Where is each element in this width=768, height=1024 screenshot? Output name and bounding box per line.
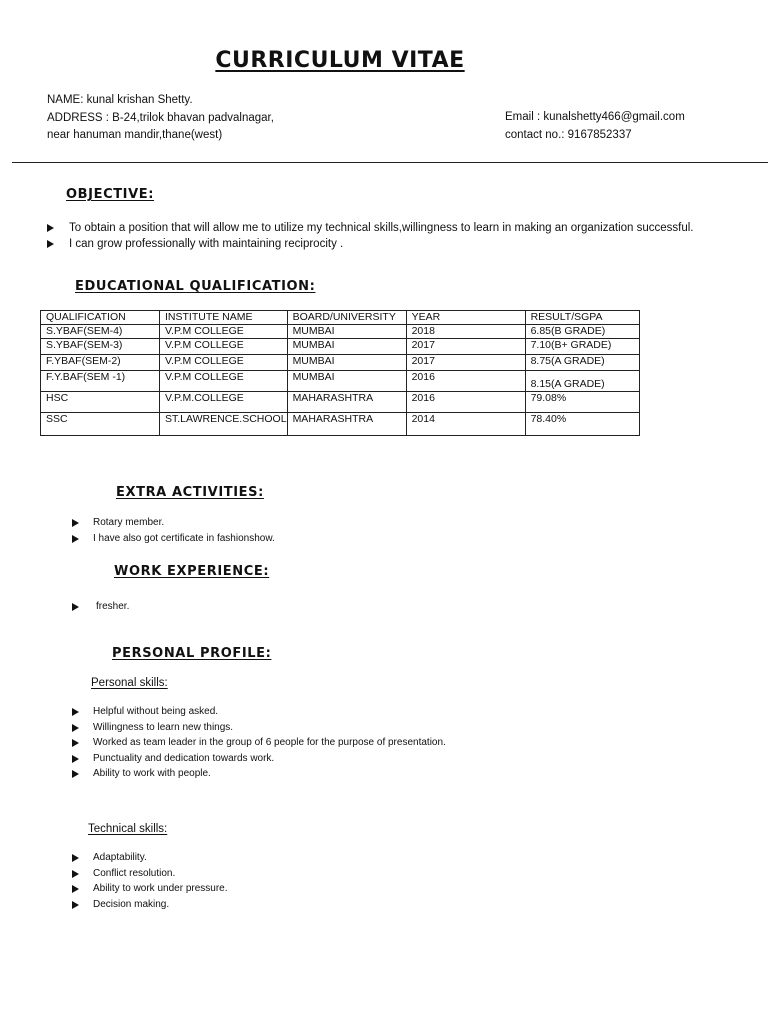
table-header-row — [41, 311, 640, 325]
header-divider — [12, 162, 768, 163]
work-experience-list — [96, 599, 129, 615]
table-cell: V.P.M COLLEGE — [160, 371, 288, 392]
table-cell: 2014 — [406, 413, 525, 436]
list-item-text: Conflict resolution. — [93, 867, 176, 879]
table-cell: MUMBAI — [287, 325, 406, 339]
table-cell: S.YBAF(SEM-4) — [41, 325, 160, 339]
table-header-cell: QUALIFICATION — [41, 311, 160, 325]
work-experience-heading: WORK EXPERIENCE: — [114, 564, 270, 579]
list-item-text: Helpful without being asked. — [93, 706, 219, 717]
table-cell: V.P.M COLLEGE — [160, 355, 288, 371]
list-item-text: Adaptability. — [93, 852, 147, 863]
extra-activities-list — [93, 515, 275, 546]
address-line-2: near hanuman mandir,thane(west) — [47, 129, 223, 141]
education-table — [40, 310, 640, 436]
objective-list — [69, 220, 694, 252]
table-cell: V.P.M COLLEGE — [160, 339, 288, 355]
list-item — [93, 751, 446, 767]
table-row — [41, 325, 640, 339]
technical-skills-list — [93, 850, 228, 912]
list-item-text: Decision making. — [93, 898, 170, 910]
objective-heading: OBJECTIVE: — [66, 187, 155, 202]
contact-right — [505, 109, 685, 144]
table-header-cell: INSTITUTE NAME — [160, 311, 288, 325]
table-row — [41, 392, 640, 413]
name-line: NAME: kunal krishan Shetty. — [47, 94, 193, 106]
table-header-cell: YEAR — [406, 311, 525, 325]
contact-left — [47, 92, 274, 145]
list-item — [93, 881, 228, 897]
list-item-text: To obtain a position that will allow me to utilize my technical skills,willingness to learn in making an organization successful. — [69, 222, 694, 234]
arrow-bullet-icon — [72, 603, 79, 611]
table-cell: V.P.M.COLLEGE — [160, 392, 288, 413]
arrow-bullet-icon — [72, 770, 79, 778]
table-row — [41, 371, 640, 392]
list-item-text: Willingness to learn new things. — [93, 721, 234, 733]
technical-skills-label: Technical skills: — [88, 823, 168, 835]
list-item — [93, 766, 446, 782]
list-item-text: I can grow professionally with maintaining reciprocity . — [69, 238, 344, 250]
table-cell: V.P.M COLLEGE — [160, 325, 288, 339]
arrow-bullet-icon — [47, 224, 54, 232]
extra-activities-heading: EXTRA ACTIVITIES: — [116, 485, 264, 500]
personal-profile-heading: PERSONAL PROFILE: — [112, 646, 272, 661]
list-item-text: Punctuality and dedication towards work. — [93, 752, 275, 764]
list-item — [69, 236, 694, 252]
arrow-bullet-icon — [72, 535, 79, 543]
table-cell: 79.08% — [525, 392, 639, 413]
list-item-text: Ability to work under pressure. — [93, 883, 228, 894]
arrow-bullet-icon — [72, 854, 79, 862]
table-cell: ST.LAWRENCE.SCHOOL — [160, 413, 288, 436]
table-cell: MAHARASHTRA — [287, 413, 406, 436]
list-item-text: I have also got certificate in fashionshow. — [93, 532, 275, 544]
table-cell: MUMBAI — [287, 371, 406, 392]
list-item — [93, 704, 446, 720]
table-cell: MUMBAI — [287, 355, 406, 371]
arrow-bullet-icon — [47, 240, 54, 248]
list-item-text: Ability to work with people. — [93, 768, 211, 779]
table-cell: 2016 — [406, 371, 525, 392]
arrow-bullet-icon — [72, 739, 79, 747]
education-heading: EDUCATIONAL QUALIFICATION: — [75, 279, 316, 294]
table-cell: HSC — [41, 392, 160, 413]
list-item — [93, 866, 228, 882]
table-cell: SSC — [41, 413, 160, 436]
arrow-bullet-icon — [72, 519, 79, 527]
table-cell: S.YBAF(SEM-3) — [41, 339, 160, 355]
table-cell: 8.75(A GRADE) — [525, 355, 639, 371]
arrow-bullet-icon — [72, 708, 79, 716]
table-cell: MAHARASHTRA — [287, 392, 406, 413]
list-item — [69, 220, 694, 236]
personal-skills-list — [93, 704, 446, 782]
list-item — [93, 735, 446, 751]
arrow-bullet-icon — [72, 885, 79, 893]
list-item-text: Rotary member. — [93, 517, 165, 528]
table-cell: 8.15(A GRADE) — [525, 371, 639, 392]
phone-line: contact no.: 9167852337 — [505, 128, 632, 141]
arrow-bullet-icon — [72, 755, 79, 763]
arrow-bullet-icon — [72, 724, 79, 732]
table-row — [41, 413, 640, 436]
table-cell: 2016 — [406, 392, 525, 413]
table-cell: 2018 — [406, 325, 525, 339]
list-item-text: fresher. — [96, 601, 130, 612]
table-cell: 2017 — [406, 339, 525, 355]
table-row — [41, 339, 640, 355]
arrow-bullet-icon — [72, 870, 79, 878]
table-cell: 7.10(B+ GRADE) — [525, 339, 639, 355]
table-row — [41, 355, 640, 371]
table-cell: MUMBAI — [287, 339, 406, 355]
list-item — [93, 897, 228, 913]
arrow-bullet-icon — [72, 901, 79, 909]
table-header-cell: BOARD/UNIVERSITY — [287, 311, 406, 325]
table-cell: F.YBAF(SEM-2) — [41, 355, 160, 371]
list-item — [93, 720, 446, 736]
page-title: CURRICULUM VITAE — [215, 48, 465, 73]
list-item — [96, 599, 129, 615]
table-cell: 78.40% — [525, 413, 639, 436]
table-cell: 2017 — [406, 355, 525, 371]
list-item — [93, 850, 228, 866]
address-line-1: ADDRESS : B-24,trilok bhavan padvalnagar, — [47, 111, 274, 124]
email-line: Email : kunalshetty466@gmail.com — [505, 111, 685, 123]
table-cell: 6.85(B GRADE) — [525, 325, 639, 339]
personal-skills-label: Personal skills: — [91, 677, 168, 689]
list-item-text: Worked as team leader in the group of 6 people for the purpose of presentation. — [93, 737, 446, 748]
table-header-cell: RESULT/SGPA — [525, 311, 639, 325]
list-item — [93, 515, 275, 531]
list-item — [93, 531, 275, 547]
table-cell: F.Y.BAF(SEM -1) — [41, 371, 160, 392]
